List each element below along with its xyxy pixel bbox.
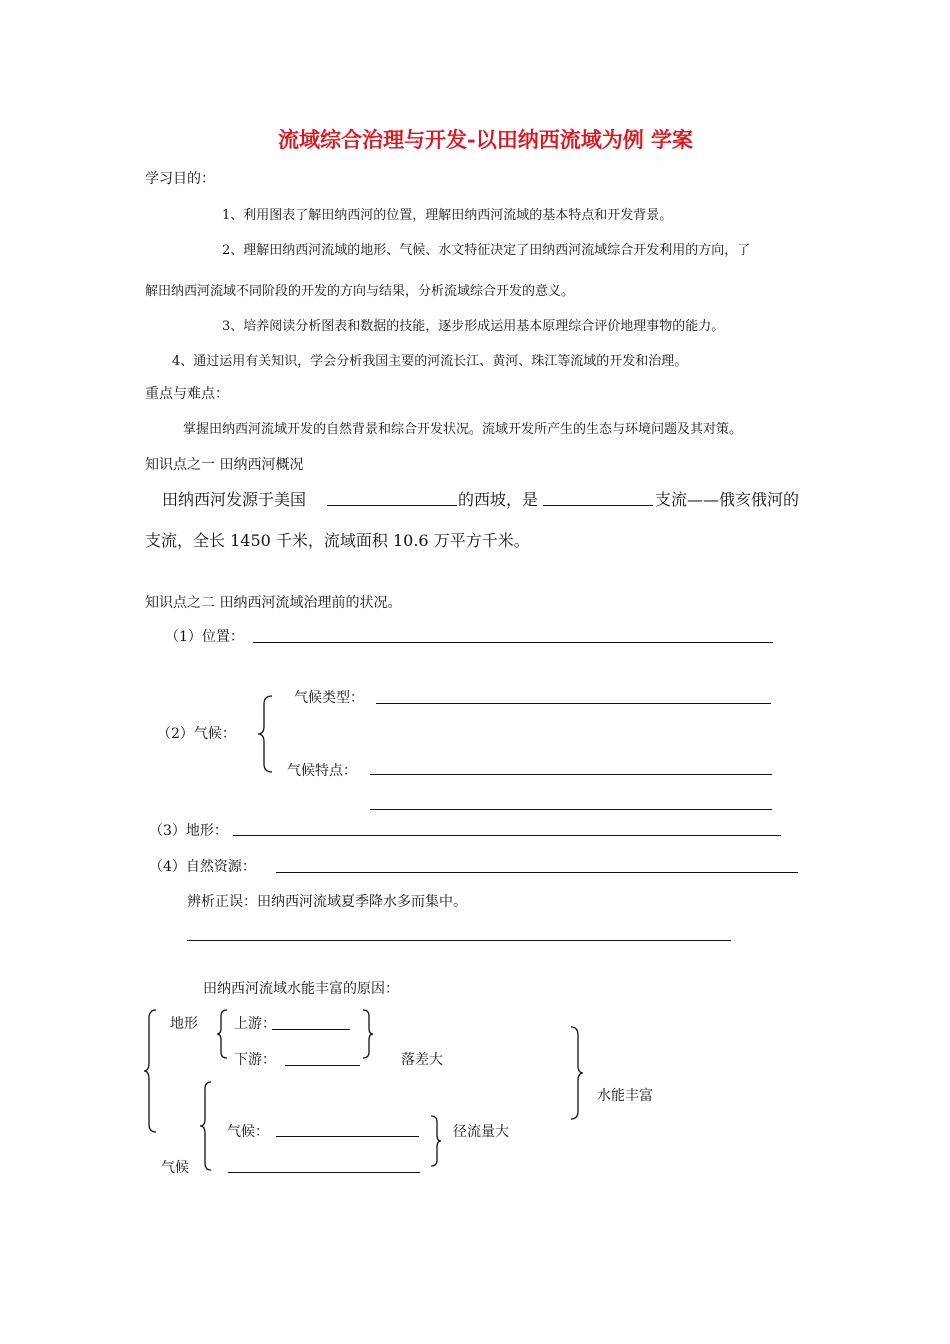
key-points-text: 掌握田纳西河流域开发的自然背景和综合开发状况。流域开发所产生的生态与环境问题及其对策。 bbox=[183, 422, 743, 437]
hydro-climate-outer-label: 气候 bbox=[161, 1160, 189, 1176]
drop-label: 落差大 bbox=[401, 1052, 443, 1068]
result-brace bbox=[568, 1025, 586, 1121]
climate-brace bbox=[256, 694, 278, 774]
objectives-heading: 学习目的： bbox=[145, 171, 215, 187]
section1-line1-a: 田纳西河发源于美国 bbox=[162, 490, 307, 509]
blank-tributary[interactable] bbox=[543, 505, 653, 506]
terrain-brace bbox=[215, 1008, 231, 1060]
hydro-terrain-label: 地形 bbox=[170, 1016, 198, 1032]
hydro-heading: 田纳西河流域水能丰富的原因： bbox=[203, 981, 399, 997]
outer-left-brace bbox=[142, 1008, 160, 1134]
result-label: 水能丰富 bbox=[597, 1088, 653, 1104]
page-title: 流域综合治理与开发-以田纳西流域为例 学案 bbox=[278, 127, 694, 152]
climate-label: （2）气候： bbox=[157, 726, 236, 742]
climate-feature-label: 气候特点： bbox=[287, 763, 357, 779]
objective-1: 1、利用图表了解田纳西河的位置，理解田纳西河流域的基本特点和开发背景。 bbox=[222, 208, 673, 223]
terrain-right-brace bbox=[360, 1008, 376, 1060]
blank-climate-outer[interactable] bbox=[228, 1172, 420, 1173]
section1-line1-c: 支流——俄亥俄河的 bbox=[655, 490, 800, 509]
blank-climate-feature-1[interactable] bbox=[370, 774, 772, 775]
resources-label: （4）自然资源： bbox=[149, 859, 256, 875]
climate-type-label: 气候类型： bbox=[294, 690, 364, 706]
upstream-label: 上游： bbox=[234, 1016, 276, 1032]
runoff-brace bbox=[428, 1114, 444, 1168]
blank-downstream[interactable] bbox=[285, 1065, 360, 1066]
section1-line2: 支流，全长 1450 千米，流域面积 10.6 万平方千米。 bbox=[145, 531, 530, 550]
hydro-climate-inner-label: 气候： bbox=[227, 1124, 269, 1140]
objective-2a: 2、理解田纳西河流域的地形、气候、水文特征决定了田纳西河流域综合开发利用的方向，了 bbox=[222, 243, 751, 258]
objective-3: 3、培养阅读分析图表和数据的技能，逐步形成运用基本原理综合评价地理事物的能力。 bbox=[222, 319, 725, 334]
blank-source[interactable] bbox=[327, 505, 457, 506]
blank-climate-feature-2[interactable] bbox=[370, 809, 772, 810]
blank-correction[interactable] bbox=[187, 940, 731, 941]
climate-left-brace bbox=[198, 1080, 214, 1172]
correction-text: 辨析正误：田纳西河流域夏季降水多而集中。 bbox=[187, 894, 467, 910]
section1-heading: 知识点之一 田纳西河概况 bbox=[145, 457, 304, 473]
blank-climate-type[interactable] bbox=[376, 703, 771, 704]
objective-2b: 解田纳西河流域不同阶段的开发的方向与结果，分析流域综合开发的意义。 bbox=[145, 284, 575, 299]
blank-resources[interactable] bbox=[276, 872, 798, 873]
blank-terrain[interactable] bbox=[233, 835, 781, 836]
blank-location[interactable] bbox=[253, 642, 773, 643]
location-label: （1）位置： bbox=[165, 629, 244, 645]
blank-upstream[interactable] bbox=[272, 1029, 350, 1030]
section1-line1-b: 的西坡，是 bbox=[458, 490, 539, 509]
downstream-label: 下游： bbox=[234, 1052, 276, 1068]
key-points-heading: 重点与难点： bbox=[145, 386, 229, 402]
objective-4: 4、通过运用有关知识，学会分析我国主要的河流长江、黄河、珠江等流域的开发和治理。 bbox=[172, 354, 688, 369]
runoff-label: 径流量大 bbox=[453, 1124, 509, 1140]
blank-climate-inner[interactable] bbox=[276, 1136, 419, 1137]
section2-heading: 知识点之二 田纳西河流域治理前的状况。 bbox=[145, 595, 402, 611]
terrain-label: （3）地形： bbox=[149, 823, 228, 839]
